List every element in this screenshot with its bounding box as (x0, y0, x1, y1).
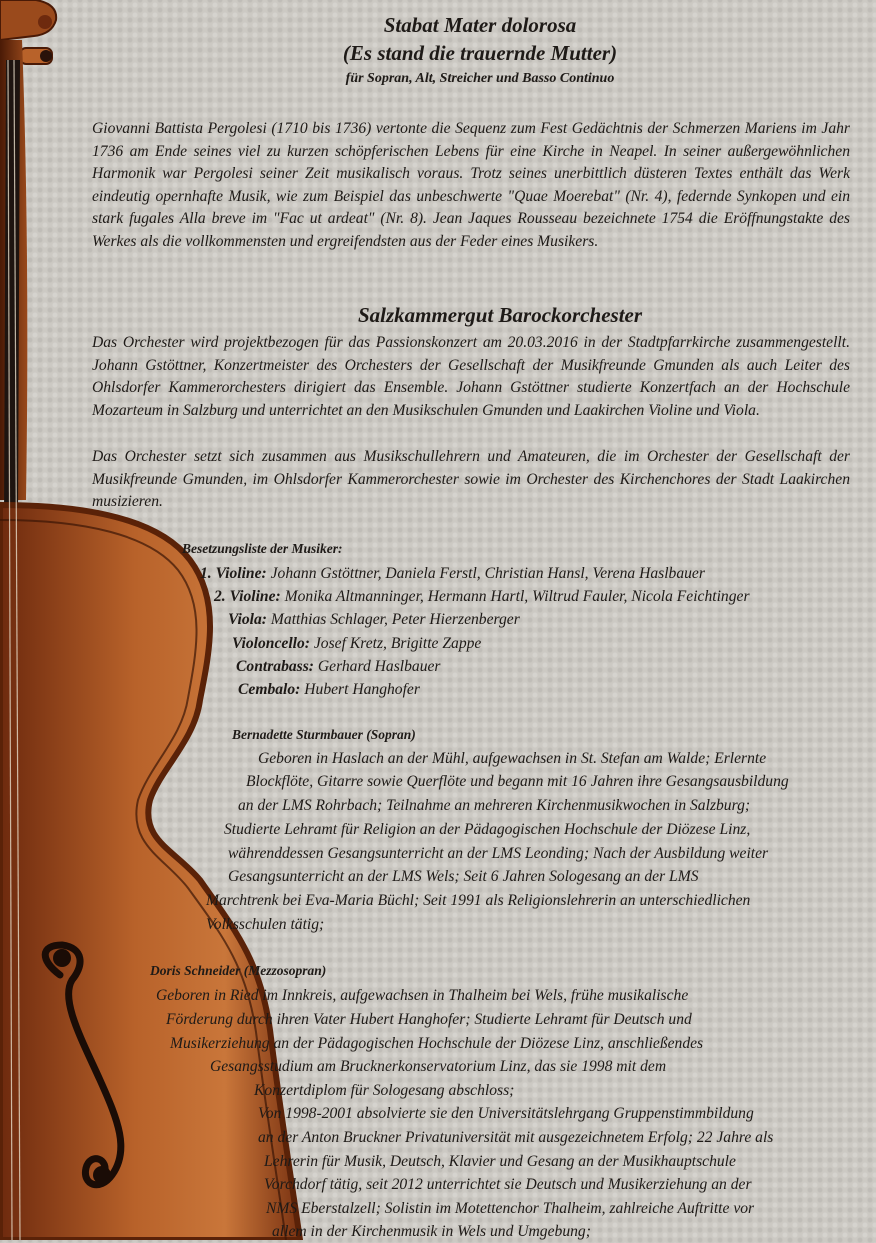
soloist-bio-line: allem in der Kirchenmusik in Wels und Umgebung; (272, 1223, 591, 1240)
roster-players: Hubert Hanghofer (304, 681, 420, 698)
roster-instrument: Cembalo: (238, 681, 301, 698)
roster-players: Josef Kretz, Brigitte Zappe (313, 635, 482, 652)
soloist-bio-line: Studierte Lehramt für Religion an der Pädagogischen Hochschule der Diözese Linz, (224, 821, 751, 838)
roster-entry (232, 632, 481, 655)
page-subtitle: für Sopran, Alt, Streicher und Basso Continuo (345, 71, 615, 86)
roster-instrument: 1. Violine: (200, 565, 267, 582)
soloist-bio-line: an der Anton Bruckner Privatuniversität mit ausgezeichnetem Erfolg; 22 Jahre als (258, 1129, 774, 1146)
intro-paragraph: Giovanni Battista Pergolesi (1710 bis 1736) vertonte die Sequenz zum Fest Gedächtnis der Schmerzen Mariens im Jahr 1736 am Ende seines viel zu kurzen schöpferischen Lebens für eine Kirche in Neapel. In seiner außergewöhnlichen Harmonik war Pergolesi seiner Zeit musikalisch voraus. Trotz seines unerbittlich düsteren Textes enthält das Werk eindeutig opernhafte Musik, wie zum Beispiel das unbeschwerte "Quae Moerebat" (Nr. 4), federnde Synkopen und ein stark fugales Alla breve im "Fac ut ardeat" (Nr. 8). Jean Jaques Rousseau bezeichnete 1754 die Eröffnungstakte des Werkes als die vollkommensten und ergreifendsten aus der Feder eines Musikers. (92, 120, 850, 250)
soloist-name: Bernadette Sturmbauer (Sopran) (232, 727, 416, 742)
page-title: Stabat Mater dolorosa (383, 13, 577, 37)
soloist-bio-line: Geboren in Haslach an der Mühl, aufgewachsen in St. Stefan am Walde; Erlernte (258, 750, 767, 767)
roster-instrument: Viola: (228, 611, 267, 628)
soloist-bio-line: Lehrerin für Musik, Deutsch, Klavier und Gesang an der Musikhauptschule (264, 1153, 736, 1170)
orchestra-paragraph-2: Das Orchester setzt sich zusammen aus Musikschullehrern und Amateuren, die im Orchester der Gesellschaft der Musikfreunde Gmunden, im Ohlsdorfer Kammerorchester sowie im Orchester des Kirchenchores der Stadt Laakirchen musizieren. (92, 448, 850, 511)
soloist-name: Doris Schneider (Mezzosopran) (150, 963, 327, 978)
orchestra-paragraph-1: Das Orchester wird projektbezogen für das Passionskonzert am 20.03.2016 in der Stadtpfarrkirche zusammengestellt. Johann Gstöttner, Konzertmeister des Orchesters der Gesellschaft der Musikfreunde Gmunden als auch Leiter des Ohlsdorfer Kammerorchesters dirigiert das Ensemble. Johann Gstöttner studierte Konzertfach an der Hochschule Mozarteum in Salzburg und unterrichtet an den Musikschulen Gmunden und Laakirchen Violine und Viola. (92, 334, 850, 419)
soloist-bio-line: Von 1998-2001 absolvierte sie den Universitätslehrgang Gruppenstimmbildung (258, 1105, 754, 1122)
roster-entry (200, 562, 705, 585)
roster-players: Johann Gstöttner, Daniela Ferstl, Christian Hansl, Verena Haslbauer (270, 565, 705, 582)
soloist-bio-line: NMS Eberstalzell; Solistin im Motettenchor Thalheim, zahlreiche Auftritte vor (266, 1200, 755, 1217)
soloist-bio-line: Gesangsunterricht an der LMS Wels; Seit 6 Jahren Sologesang an der LMS (228, 868, 699, 885)
roster-entry (228, 608, 520, 631)
orchestra-heading: Salzkammergut Barockorchester (357, 303, 643, 327)
soloist-bio-line: Vorchdorf tätig, seit 2012 unterrichtet sie Deutsch und Musikerziehung an der (264, 1176, 752, 1193)
roster-entry (214, 585, 750, 608)
roster-instrument: 2. Violine: (214, 588, 281, 605)
soloist-bio-line: Musikerziehung an der Pädagogischen Hochschule der Diözese Linz, anschließendes (170, 1035, 704, 1052)
soloist-bio-line: Volksschulen tätig; (206, 916, 325, 933)
roster-players: Matthias Schlager, Peter Hierzenberger (270, 611, 520, 628)
soloist-bio-line: Geboren in Ried im Innkreis, aufgewachsen in Thalheim bei Wels, frühe musikalische (156, 987, 689, 1004)
roster-instrument: Violoncello: (232, 635, 310, 652)
soloist-bio-line: Marchtrenk bei Eva-Maria Büchl; Seit 1991 als Religionslehrerin an unterschiedlichen (206, 892, 751, 909)
roster-entry (238, 678, 420, 701)
soloist-bio-line: Konzertdiplom für Sologesang abschloss; (254, 1082, 515, 1099)
roster-players: Gerhard Haslbauer (317, 658, 441, 675)
roster-instrument: Contrabass: (236, 658, 314, 675)
roster-heading: Besetzungsliste der Musiker: (182, 541, 343, 556)
soloist-bio-line: Gesangsstudium am Brucknerkonservatorium Linz, das sie 1998 mit dem (210, 1058, 667, 1075)
page-title-translation: (Es stand die trauernde Mutter) (342, 41, 618, 65)
soloist-bio-line: an der LMS Rohrbach; Teilnahme an mehreren Kirchenmusikwochen in Salzburg; (238, 797, 751, 814)
soloist-bio-line: währenddessen Gesangsunterricht an der LMS Leonding; Nach der Ausbildung weiter (228, 845, 769, 862)
soloist-bio-line: Blockflöte, Gitarre sowie Querflöte und begann mit 16 Jahren ihre Gesangsausbildung (246, 773, 789, 790)
roster-players: Monika Altmanninger, Hermann Hartl, Wiltrud Fauler, Nicola Feichtinger (284, 588, 750, 605)
roster-entry (236, 655, 441, 678)
soloist-bio-line: Förderung durch ihren Vater Hubert Hanghofer; Studierte Lehramt für Deutsch und (166, 1011, 692, 1028)
